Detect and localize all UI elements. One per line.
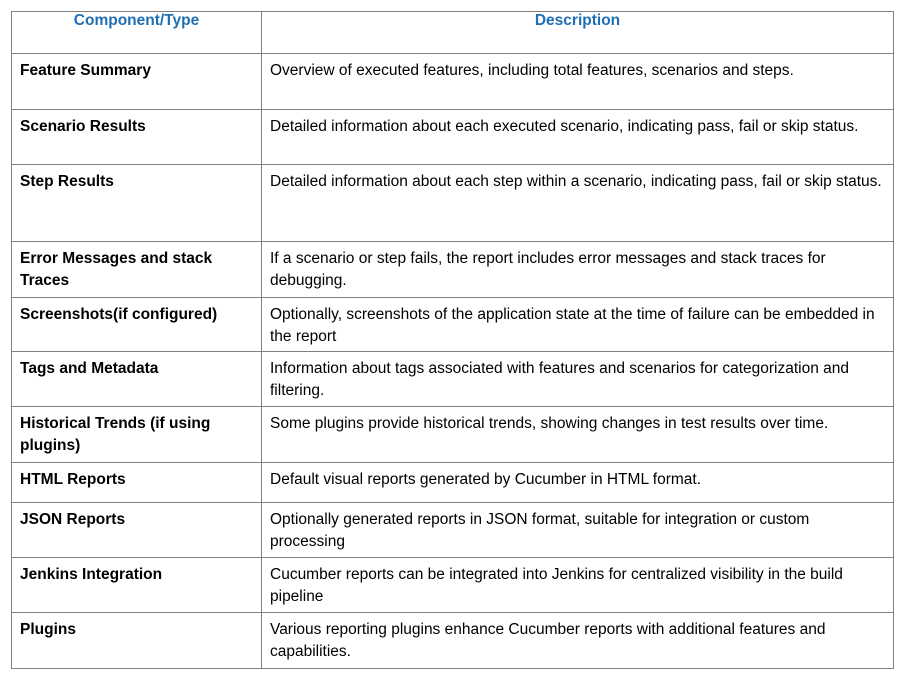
row-type: Screenshots(if configured) [12, 298, 262, 352]
header-component-type: Component/Type [12, 12, 262, 54]
table-row [12, 352, 894, 407]
table-row [12, 298, 894, 352]
table-row [12, 407, 894, 463]
row-type: Plugins [12, 613, 262, 669]
table-row [12, 503, 894, 558]
table-row [12, 613, 894, 669]
table-row [12, 165, 894, 242]
header-description: Description [262, 12, 894, 54]
row-type: JSON Reports [12, 503, 262, 558]
table-row [12, 558, 894, 613]
row-description: Information about tags associated with features and scenarios for categorization and filtering. [262, 352, 894, 407]
table-header-row [12, 12, 894, 54]
table-row [12, 242, 894, 298]
row-description: Detailed information about each step within a scenario, indicating pass, fail or skip status. [262, 165, 894, 242]
row-description: Detailed information about each executed scenario, indicating pass, fail or skip status. [262, 110, 894, 165]
row-description: Optionally, screenshots of the application state at the time of failure can be embedded in the report [262, 298, 894, 352]
row-type: Jenkins Integration [12, 558, 262, 613]
row-type: Tags and Metadata [12, 352, 262, 407]
row-type: Scenario Results [12, 110, 262, 165]
row-description: Default visual reports generated by Cucumber in HTML format. [262, 463, 894, 503]
row-description: If a scenario or step fails, the report includes error messages and stack traces for debugging. [262, 242, 894, 298]
row-type: Step Results [12, 165, 262, 242]
row-type: Feature Summary [12, 54, 262, 110]
row-description: Some plugins provide historical trends, showing changes in test results over time. [262, 407, 894, 463]
table-row [12, 110, 894, 165]
table-row [12, 54, 894, 110]
row-description: Various reporting plugins enhance Cucumber reports with additional features and capabilities. [262, 613, 894, 669]
row-description: Overview of executed features, including total features, scenarios and steps. [262, 54, 894, 110]
row-type: Historical Trends (if using plugins) [12, 407, 262, 463]
report-components-table [11, 11, 894, 669]
table-row [12, 463, 894, 503]
row-type: HTML Reports [12, 463, 262, 503]
row-type: Error Messages and stack Traces [12, 242, 262, 298]
row-description: Cucumber reports can be integrated into Jenkins for centralized visibility in the build pipeline [262, 558, 894, 613]
row-description: Optionally generated reports in JSON format, suitable for integration or custom processing [262, 503, 894, 558]
